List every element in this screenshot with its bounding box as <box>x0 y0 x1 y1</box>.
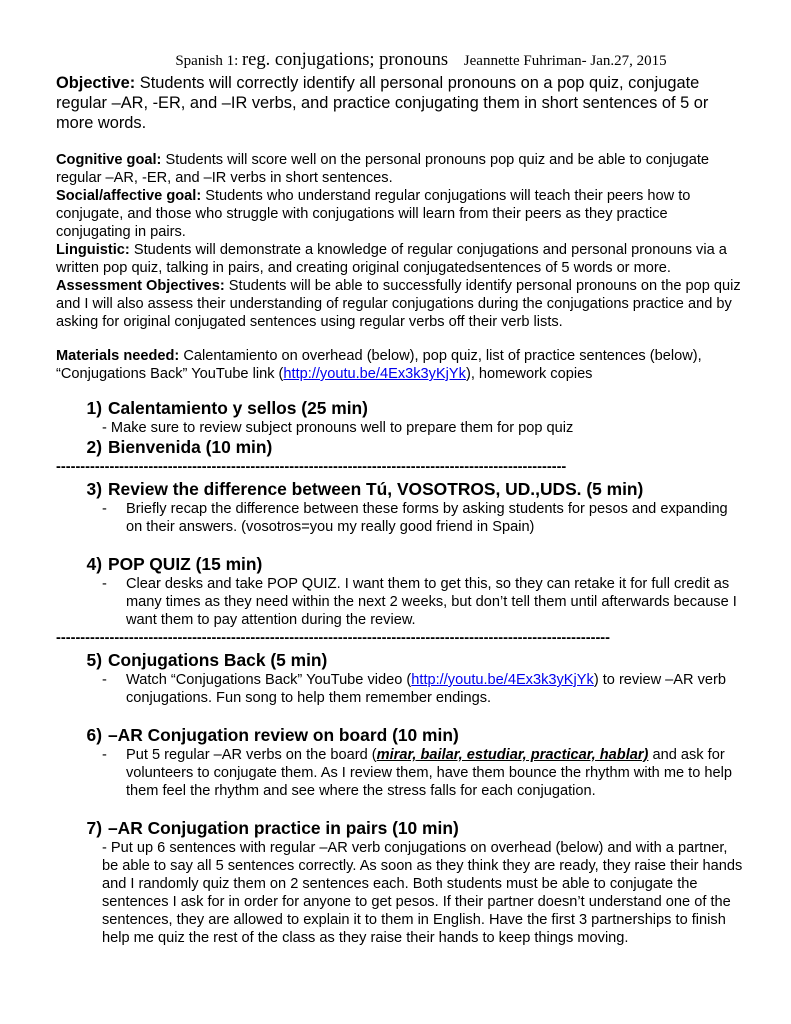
step-title: –AR Conjugation review on board (10 min) <box>108 725 459 745</box>
step-title: Calentamiento y sellos (25 min) <box>108 398 368 418</box>
assessment-goal <box>56 277 746 331</box>
goal-text: Students will be able to successfully identify personal pronouns on the pop quiz and I will also assess their understanding of regular conjugations during the conjugations practice and by asking for original conjugated sentences using regular verbs off their verb lists. <box>56 278 741 330</box>
step-bullet: Clear desks and take POP QUIZ. I want them to get this, so they can retake it for full credit as many times as they need within the next 2 weeks, but don’t tell them until afterwards because I want them to pay attention during the review. <box>126 576 737 628</box>
step-2 <box>56 437 746 458</box>
step-title: Conjugations Back (5 min) <box>108 650 328 670</box>
cognitive-goal <box>56 151 746 187</box>
step-title: Bienvenida (10 min) <box>108 437 273 457</box>
step-6 <box>56 725 746 800</box>
materials-text-end: ), homework copies <box>465 366 593 382</box>
goals-section <box>56 151 746 331</box>
divider: --------------------------------------------------------------------------------------------------------- <box>56 459 567 475</box>
objective-label: Objective: <box>56 74 136 92</box>
topic-label: reg. conjugations; pronouns <box>242 50 449 70</box>
social-goal <box>56 187 746 241</box>
objective-text: Students will correctly identify all personal pronouns on a pop quiz, conjugate regular –AR, -ER, and –IR verbs, and practice conjugating them in short sentences of 5 or more words. <box>56 74 709 132</box>
bullet-dash: - <box>102 672 107 688</box>
step-bullet: Briefly recap the difference between these forms by asking students for pesos and expanding on their answers. (vosotros=you my really good friend in Spain) <box>126 501 728 535</box>
step-bullet: Put 5 regular –AR verbs on the board ( <box>126 747 377 763</box>
goal-label: Assessment Objectives: <box>56 278 225 294</box>
linguistic-goal <box>56 241 746 277</box>
step-5 <box>56 650 746 707</box>
materials-section <box>56 347 746 383</box>
step-number: 7) <box>86 818 102 838</box>
goal-text: Students will score well on the personal pronouns pop quiz and be able to conjugate regular –AR, -ER, and –IR verbs in short sentences. <box>56 152 710 186</box>
goal-text: Students will demonstrate a knowledge of regular conjugations and personal pronouns via a written pop quiz, talking in pairs, and creating original conjugatedsentences of 5 words or more. <box>56 242 727 276</box>
step-7 <box>56 818 746 947</box>
page-title <box>96 50 746 71</box>
objective <box>56 73 746 133</box>
youtube-link[interactable]: http://youtu.be/4Ex3k3yKjYk <box>411 672 594 688</box>
step-title: –AR Conjugation practice in pairs (10 min) <box>108 818 459 838</box>
step-4 <box>56 554 746 629</box>
step-title: Review the difference between Tú, VOSOTROS, UD.,UDS. (5 min) <box>108 479 644 499</box>
author-date: Jeannette Fuhriman- Jan.27, 2015 <box>463 53 667 69</box>
step-number: 4) <box>86 554 102 574</box>
step-bullet-end: ) to review –AR verb conjugations. Fun song to help them remember endings. <box>126 672 727 706</box>
step-number: 1) <box>86 398 102 418</box>
step-1 <box>56 398 746 437</box>
course-label: Spanish 1: <box>175 53 239 69</box>
step-number: 6) <box>86 725 102 745</box>
bullet-dash: - <box>102 576 107 592</box>
goal-text: Students who understand regular conjugations will teach their peers how to conjugate, and those who struggle with conjugations will learn from their peers as they practice conjugating in pairs. <box>56 188 691 240</box>
materials-text: Calentamiento on overhead (below), pop quiz, list of practice sentences (below), “Conjugations Back” YouTube link ( <box>56 348 702 382</box>
materials-label: Materials needed: <box>56 348 180 364</box>
step-title: POP QUIZ (15 min) <box>108 554 263 574</box>
bullet-dash: - <box>102 747 107 763</box>
step-bullet-end: and ask for volunteers to conjugate them. As I review them, have them bounce the rhythm with me to help them feel the rhythm and see where the stress falls for each conjugation. <box>126 747 732 799</box>
step-note: - Make sure to review subject pronouns well to prepare them for pop quiz <box>102 420 574 436</box>
step-3 <box>56 479 746 536</box>
divider: ------------------------------------------------------------------------------------------------------------------ <box>56 630 611 646</box>
step-number: 3) <box>86 479 102 499</box>
goal-label: Cognitive goal: <box>56 152 162 168</box>
step-note: - Put up 6 sentences with regular –AR verb conjugations on overhead (below) and with a partner, be able to say all 5 sentences correctly. As soon as they think they are ready, they raise their hands and I randomly quiz them on 2 sentences each. Both students must be able to conjugate the sentences I ask for in order for anyone to get pesos. If their partner doesn’t understand one of the sentences, they are allowed to explain it to them in English. Have the first 3 partnerships to finish help me quiz the rest of the class as they raise their hands to keep things moving. <box>102 840 743 946</box>
verb-list: mirar, bailar, estudiar, practicar, hablar) <box>376 747 649 763</box>
step-bullet: Watch “Conjugations Back” YouTube video ( <box>126 672 412 688</box>
step-number: 5) <box>86 650 102 670</box>
step-number: 2) <box>86 437 102 457</box>
youtube-link[interactable]: http://youtu.be/4Ex3k3yKjYk <box>283 366 466 382</box>
bullet-dash: - <box>102 501 107 517</box>
lesson-plan-page <box>56 50 746 947</box>
goal-label: Linguistic: <box>56 242 130 258</box>
goal-label: Social/affective goal: <box>56 188 202 204</box>
